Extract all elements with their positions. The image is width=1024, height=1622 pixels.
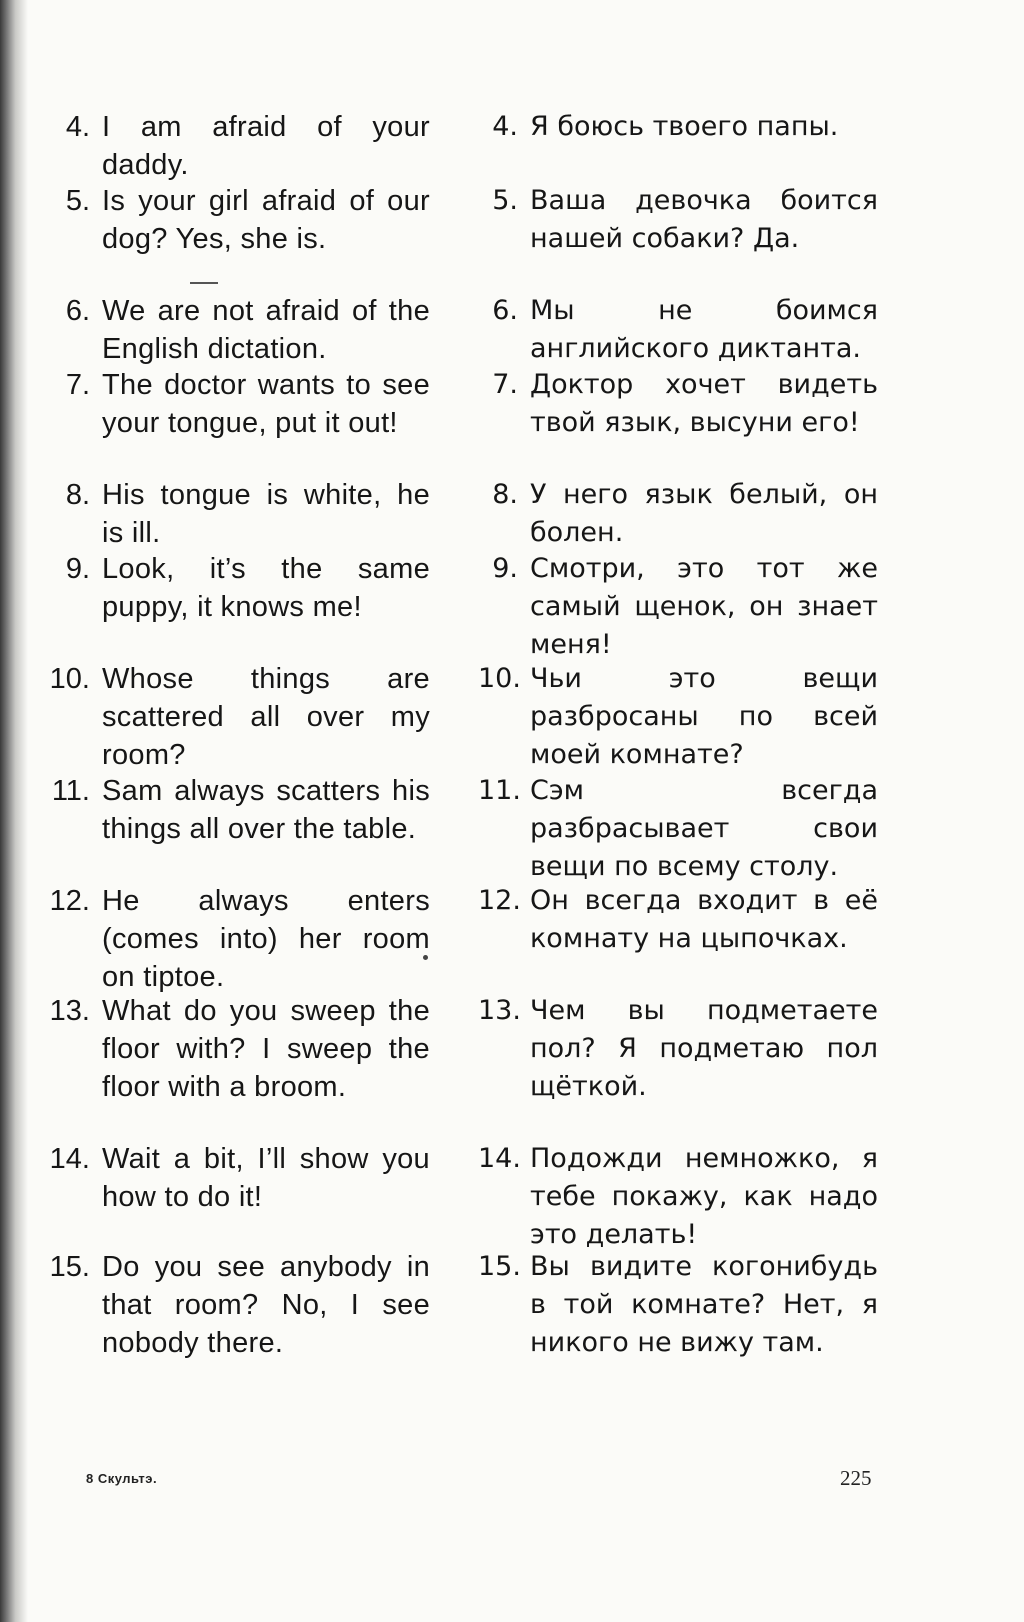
english-item-6 xyxy=(40,292,430,368)
english-sentence: Whose things are scattered all over my room? xyxy=(102,663,430,771)
item-number: 5. xyxy=(492,185,518,216)
english-item-13 xyxy=(40,992,430,1106)
russian-sentence: Он всегда входит в её комнату на цыпочках. xyxy=(530,885,878,954)
item-number: 12. xyxy=(49,885,90,917)
russian-item-14 xyxy=(478,1140,878,1254)
russian-sentence: Мы не боимся английского диктанта. xyxy=(530,295,878,364)
item-number: 11. xyxy=(478,775,521,806)
russian-sentence: Смотри, это тот же самый щенок, он знает меня! xyxy=(530,553,878,660)
english-sentence: I am afraid of your daddy. xyxy=(102,111,430,181)
russian-sentence: Чем вы подметаете пол? Я подметаю пол щёткой. xyxy=(530,995,878,1102)
russian-sentence: Я боюсь твоего папы. xyxy=(530,111,839,142)
item-number: 9. xyxy=(65,553,90,585)
russian-item-8 xyxy=(478,476,878,552)
scan-page-edge xyxy=(0,0,28,1622)
russian-item-10 xyxy=(478,660,878,774)
english-sentence: What do you sweep the floor with? I sweep the floor with a broom. xyxy=(102,995,430,1103)
item-number: 5. xyxy=(65,185,90,217)
english-item-8 xyxy=(40,476,430,552)
russian-item-5 xyxy=(478,182,878,258)
item-number: 14. xyxy=(49,1143,90,1175)
item-number: 15. xyxy=(49,1251,90,1283)
english-item-15 xyxy=(40,1248,430,1362)
english-sentence: Is your girl afraid of our dog? Yes, she is. xyxy=(102,185,430,255)
russian-sentence: Ваша девочка боится нашей собаки? Да. xyxy=(530,185,878,254)
item-number: 6. xyxy=(492,295,518,326)
russian-sentence: У него язык белый, он болен. xyxy=(530,479,878,548)
russian-item-6 xyxy=(478,292,878,368)
english-item-9 xyxy=(40,550,430,626)
english-item-7 xyxy=(40,366,430,442)
english-item-5 xyxy=(40,182,430,258)
item-number: 10. xyxy=(49,663,90,695)
item-number: 4. xyxy=(492,111,518,142)
english-sentence: Sam always scatters his things all over the table. xyxy=(102,775,430,845)
item-number: 7. xyxy=(65,369,90,401)
item-number: 4. xyxy=(65,111,90,143)
russian-item-7 xyxy=(478,366,878,442)
russian-item-9 xyxy=(478,550,878,664)
item-number: 8. xyxy=(65,479,90,511)
english-item-11 xyxy=(40,772,430,848)
russian-sentence: Вы видите когонибудь в той комнате? Нет, я никого не вижу там. xyxy=(530,1251,878,1358)
item-number: 13. xyxy=(49,995,90,1027)
english-item-4 xyxy=(40,108,430,184)
russian-item-11 xyxy=(478,772,878,886)
english-item-12 xyxy=(40,882,430,996)
russian-item-12 xyxy=(478,882,878,958)
russian-item-4 xyxy=(478,108,878,146)
english-sentence: The doctor wants to see your tongue, put it out! xyxy=(102,369,430,439)
russian-item-15 xyxy=(478,1248,878,1362)
english-sentence: We are not afraid of the English dictation. xyxy=(102,295,430,365)
english-sentence: His tongue is white, he is ill. xyxy=(102,479,430,549)
english-item-10 xyxy=(40,660,430,774)
item-number: 6. xyxy=(65,295,90,327)
item-number: 13. xyxy=(478,995,521,1026)
russian-item-13 xyxy=(478,992,878,1106)
stray-dash-mark xyxy=(190,282,218,284)
printer-signature-mark: 8 Скультэ. xyxy=(86,1471,158,1486)
item-number: 12. xyxy=(478,885,521,916)
item-number: 7. xyxy=(492,369,518,400)
item-number: 11. xyxy=(51,775,90,807)
page-number: 225 xyxy=(840,1466,872,1490)
russian-sentence: Подожди немножко, я тебе покажу, как надо это делать! xyxy=(530,1143,878,1250)
english-sentence: Wait a bit, I’ll show you how to do it! xyxy=(102,1143,430,1213)
russian-sentence: Доктор хочет видеть твой язык, высуни его! xyxy=(530,369,878,438)
english-item-14 xyxy=(40,1140,430,1216)
item-number: 9. xyxy=(492,553,518,584)
item-number: 8. xyxy=(492,479,518,510)
item-number: 15. xyxy=(478,1251,521,1282)
russian-sentence: Сэм всегда разбрасывает свои вещи по всему столу. xyxy=(530,775,878,882)
english-sentence: Do you see anybody in that room? No, I see nobody there. xyxy=(102,1251,430,1359)
russian-sentence: Чьи это вещи разбросаны по всей моей комнате? xyxy=(530,663,878,770)
item-number: 14. xyxy=(478,1143,521,1174)
english-sentence: Look, it’s the same puppy, it knows me! xyxy=(102,553,430,623)
item-number: 10. xyxy=(478,663,521,694)
english-sentence: He always enters (comes into) her room on tiptoe. xyxy=(102,885,430,993)
